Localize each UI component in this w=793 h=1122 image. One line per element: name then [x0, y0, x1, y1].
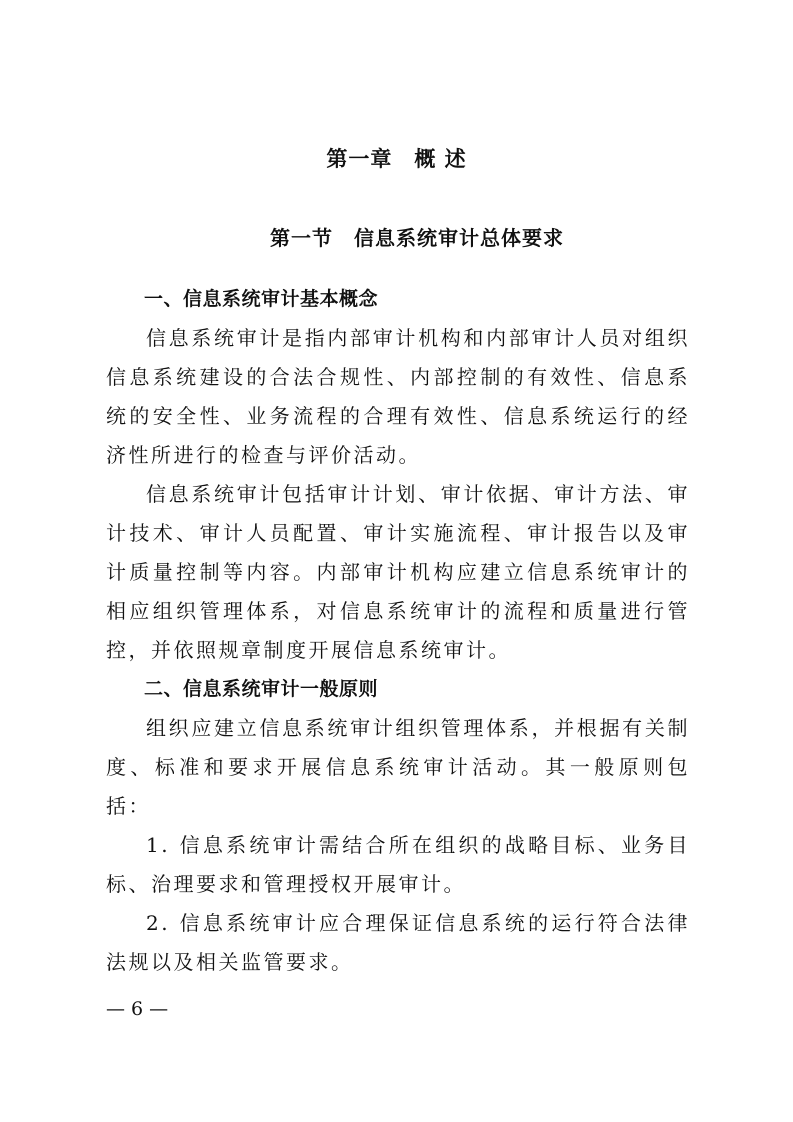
page-number: — 6 — [106, 998, 169, 1020]
section-title: 第一节 信息系统审计总体要求 [270, 226, 564, 250]
heading-general-principles: 二、信息系统审计一般原则 [144, 678, 379, 700]
principle-item-2: 2. 信息系统审计应合理保证信息系统的运行符合法律法规以及相关监管要求。 [106, 911, 690, 974]
body-text [106, 280, 690, 982]
paragraph-definition: 信息系统审计是指内部审计机构和内部审计人员对组织信息系统建设的合法合规性、内部控制的有效性、信息系统的安全性、业务流程的合理有效性、信息系统运行的经济性所进行的检查与评价活动。 [106, 326, 690, 467]
paragraph-scope: 信息系统审计包括审计计划、审计依据、审计方法、审计技术、审计人员配置、审计实施流程、审计报告以及审计质量控制等内容。内部审计机构应建立信息系统审计的相应组织管理体系，对信息系统审计的流程和质量进行管控，并依照规章制度开展信息系统审计。 [106, 482, 690, 662]
paragraph-principles-intro: 组织应建立信息系统审计组织管理体系，并根据有关制度、标准和要求开展信息系统审计活动。其一般原则包括： [106, 716, 690, 818]
chapter-title: 第一章 概 述 [326, 147, 467, 171]
heading-basic-concepts: 一、信息系统审计基本概念 [144, 288, 379, 310]
principle-item-1: 1. 信息系统审计需结合所在组织的战略目标、业务目标、治理要求和管理授权开展审计。 [106, 833, 690, 896]
